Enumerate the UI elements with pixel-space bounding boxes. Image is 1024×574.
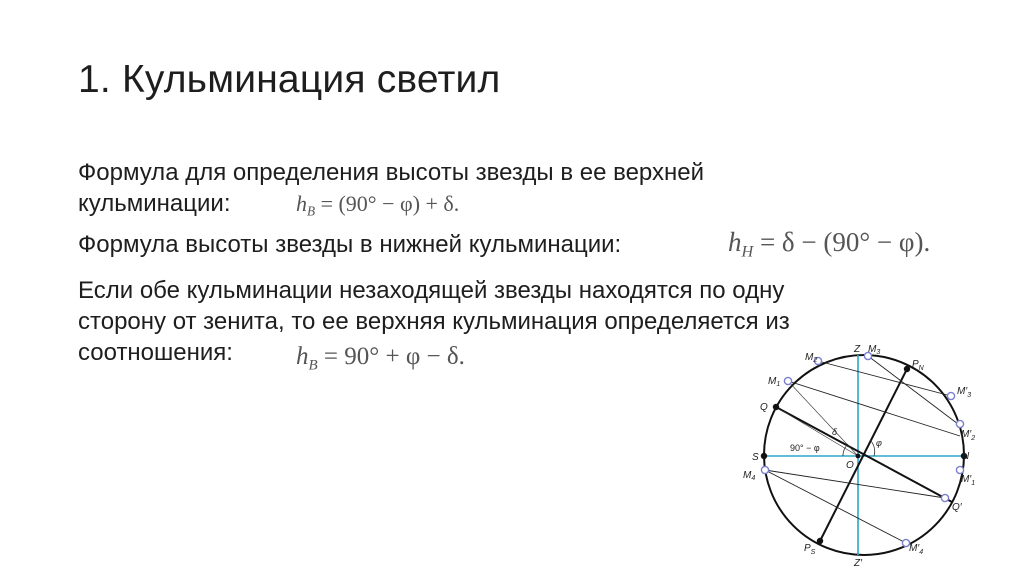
formula-body: = (90° − φ) + δ. [315,191,460,216]
formula-upper-culmination [296,191,459,220]
paragraph-1-line-1: Формула для определения высоты звезды в ее верхней [78,159,705,186]
paragraph-2: Формула высоты звезды в нижней кульминации: [78,231,622,258]
star-m1p [956,466,963,473]
formula-sub: H [741,242,754,261]
point-q [773,404,779,410]
label-main: M′ [961,429,972,440]
label-main: M′ [909,543,920,554]
formula-var: h [728,227,742,257]
label-sub: 2 [971,435,976,442]
formula-body: = 90° + φ − δ. [317,343,465,370]
label-sub: S [810,549,816,556]
celestial-equator-line [776,407,952,502]
label-sub: N [918,365,924,372]
paragraph-1-line-2: кульминации: [78,190,231,217]
label-main: M [868,344,877,355]
label-sub: 3 [967,392,972,399]
label-main: M′ [957,386,968,397]
formula-upper-culmination-both-sides [296,343,465,374]
label-delta: δ [832,427,838,437]
formula-body: = δ − (90° − φ). [753,227,931,257]
celestial-sphere-diagram [740,338,984,568]
star-m3p [947,392,954,399]
formula-var: h [296,343,309,370]
label-ps [804,543,816,556]
label-o: O [846,460,854,471]
formula-var: h [296,191,307,216]
label-sub: 4 [751,475,756,482]
label-main: M′ [961,474,972,485]
label-m1 [768,376,780,388]
star-m2p [956,420,963,427]
point-o [856,454,861,459]
paragraph-3-line-3: соотношения: [78,339,233,366]
label-phi: φ [876,438,882,448]
label-sub: 1 [776,381,781,388]
label-sub: 3 [876,349,881,356]
label-main: P [804,543,811,554]
label-pn [912,359,925,372]
label-zp: Z′ [854,558,862,568]
label-s: S [752,452,759,463]
label-sub: 2 [813,357,818,364]
paragraph-3-line-1: Если обе кульминации незаходящей звезды находятся по одну [78,277,785,304]
point-s [761,453,767,459]
label-m4p [909,543,923,556]
label-m3 [868,344,880,356]
label-main: M [805,352,814,363]
label-z: Z [854,344,861,355]
formula-sub: B [308,357,318,374]
slide-title: 1. Кульминация светил [78,58,501,101]
label-main: M [743,470,752,481]
label-m3p [957,386,971,399]
formula-lower-culmination [728,227,930,262]
label-m1p [961,474,975,487]
star-qp [941,494,948,501]
point-pn [904,366,910,372]
label-m2 [805,352,817,364]
label-q: Q [760,402,768,413]
colatitude-arc [843,448,845,456]
paragraph-3-line-2: сторону от зенита, то ее верхняя кульминация определяется из [78,308,790,335]
star-m4 [761,466,768,473]
label-sub: 4 [919,549,924,556]
formula-sub: B [307,203,316,219]
label-colatitude: 90° − φ [790,443,820,453]
label-main: P [912,359,919,370]
parallel-m2 [818,361,951,396]
label-qp: Q′ [952,502,962,513]
label-main: M [768,376,777,387]
label-m4 [743,470,755,482]
label-sub: 1 [971,480,976,487]
star-m1 [784,377,791,384]
label-n: N [962,451,970,462]
point-ps [817,538,823,544]
